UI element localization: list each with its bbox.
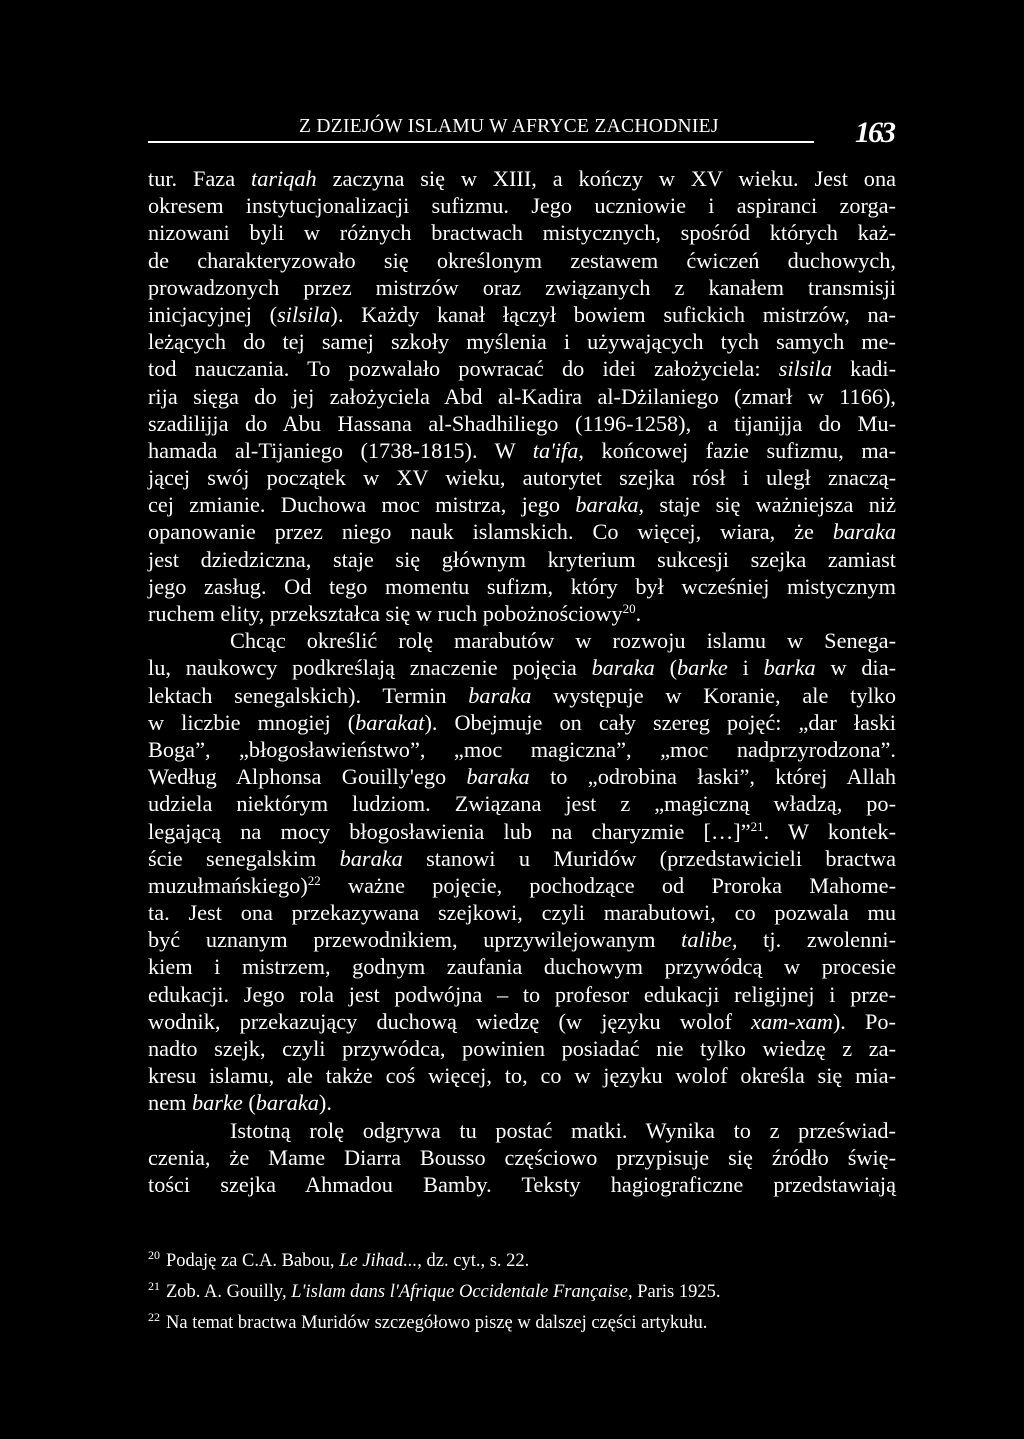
term-silsila: silsila (778, 356, 832, 382)
text-line: opanowanie przez niego nauk islamskich. Co więcej, wiara, że baraka (148, 519, 896, 545)
text-line: nem barke (baraka). (148, 1090, 332, 1116)
paragraph-2 (148, 627, 896, 1116)
footnote-text: , dz. cyt., s. 22. (417, 1251, 530, 1271)
footnote-title: L'islam dans l'Afrique Occidentale Française (291, 1282, 628, 1303)
term-barke: barke (677, 655, 728, 681)
text-line (148, 872, 896, 899)
text-line: leżących do tej samej szkoły myślenia i używających tych samych me- (148, 329, 896, 355)
term-taifa: ta'ifa (532, 437, 579, 463)
footnote-title: Le Jihad... (339, 1251, 418, 1271)
line-text: ruchem elity, przekształca się w ruch pobożnościowy (148, 601, 623, 626)
term-barka: barka (763, 655, 816, 681)
footnote-ref-20: 20 (622, 601, 636, 616)
text-line: jego zasług. Od tego momentu sufizm, który był wcześniej mistycznym (148, 573, 896, 599)
text-line: nadto szejk, czyli przywódca, powinien posiadać nie tylko wiedzę z za- (148, 1036, 896, 1061)
term-silsila: silsila (277, 301, 331, 327)
body-text (148, 165, 896, 1198)
text-line: wodnik, przekazujący duchową wiedzę (w języku wolof xam-xam). Po- (148, 1008, 896, 1034)
text-line: prowadzonych przez mistrzów oraz związanych z kanałem transmisji (148, 274, 896, 300)
footnote (148, 1305, 896, 1336)
text-line: Boga”, „błogosławieństwo”, „moc magiczna”, „moc nadprzyrodzona”. (148, 736, 896, 762)
footnote-text: Podaję za C.A. Babou, (166, 1251, 340, 1271)
text-line: kiem i mistrzem, godnym zaufania duchowym przywódcą w procesie (148, 954, 896, 980)
text-line: nizowani byli w różnych bractwach mistycznych, spośród których każ- (148, 220, 896, 246)
term-baraka: baraka (832, 519, 896, 545)
text-line: w liczbie mnogiej (barakat). Obejmuje on cały szereg pojęć: „dar łaski (148, 709, 896, 735)
text-line: de charakteryzowało się określonym zestawem ćwiczeń duchowych, (148, 247, 896, 273)
text-line: ruchem elity, przekształca się w ruch pobożnościowy$^{20}$. (148, 601, 642, 626)
term-baraka: baraka (468, 682, 532, 708)
term-talibe: talibe, (681, 927, 738, 953)
text-line: jącej swój początek w XV wieku, autorytet szejka rósł i uległ znaczą- (148, 465, 896, 491)
text-line: jest dziedziczna, staje się głównym kryterium sukcesji szejka zamiast (148, 546, 896, 572)
footnote-number: 21 (148, 1279, 160, 1294)
text-line: tod nauczania. To pozwalało powracać do idei założyciela: silsila kadi- (148, 356, 896, 382)
paragraph-1 (148, 165, 896, 627)
line-text: ważne pojęcie, pochodzące od Proroka Mahome- (320, 872, 896, 898)
footnote-number: 20 (148, 1248, 160, 1262)
text-line: kresu islamu, ale także coś więcej, to, co w języku wolof określa się mia- (148, 1063, 896, 1089)
footnote-text: , Paris 1925. (627, 1282, 721, 1303)
term-baraka: baraka (575, 492, 639, 518)
text-line: edukacji. Jego rola jest podwójna – to profesor edukacji religijnej i prze- (148, 981, 896, 1007)
line-text: W kontek- (769, 818, 896, 844)
text-line: lu, naukowcy podkreślają znaczenie pojęcia baraka (barke i barka w dia- (148, 655, 897, 681)
running-title: Z DZIEJÓW ISLAMU W AFRYCE ZACHODNIEJ (299, 116, 719, 137)
term-baraka: baraka (255, 1090, 319, 1116)
text-line: Chcąc określić rolę marabutów w rozwoju islamu w Senega- (230, 628, 896, 654)
line-text: muzułmańskiego) (148, 872, 308, 898)
text-line: ta. Jest ona przekazywana szejkowi, czyli marabutowi, co pozwala mu (148, 900, 896, 926)
footnote-text: Zob. A. Gouilly, (166, 1282, 292, 1303)
term-baraka: baraka (339, 845, 403, 871)
term-barke: barke (191, 1090, 243, 1116)
text-line: Według Alphonsa Gouilly'ego baraka to „odrobina łaski”, której Allah (148, 764, 896, 790)
text-line: być uznanym przewodnikiem, uprzywilejowanym talibe, tj. zwolenni- (148, 927, 896, 953)
text-line: lektach senegalskich). Termin baraka występuje w Koranie, ale tylko (148, 682, 896, 708)
text-line: czenia, że Mame Diarra Bousso częściowo przypisuje się źródło świę- (148, 1144, 896, 1170)
footnote-ref-22: 22 (307, 872, 321, 888)
text-line: szadilijja do Abu Hassana al-Shadhiliego (1196-1258), a tijanijja do Mu- (148, 410, 896, 436)
term-tariqah: tariqah (251, 166, 317, 191)
footnotes (148, 1243, 896, 1337)
line-text: legającą na mocy błogosławienia lub na charyzmie […]” (148, 818, 751, 844)
term-xam-xam: xam-xam (751, 1008, 833, 1034)
footnote (148, 1243, 896, 1274)
text-line: udziela niektórym ludziom. Związana jest z „magiczną władzą, po- (148, 791, 896, 817)
text-line: rija sięga do jej założyciela Abd al-Kadira al-Dżilaniego (zmarł w 1166), (148, 383, 896, 409)
paragraph-3 (148, 1117, 896, 1199)
text-line: tości szejka Ahmadou Bamby. Teksty hagiograficzne przedstawiają (148, 1171, 896, 1197)
text-line: inicjacyjnej (silsila). Każdy kanał łączył bowiem sufickich mistrzów, na- (148, 301, 896, 327)
text-line: okresem instytucjonalizacji sufizmu. Jego uczniowie i aspiranci zorga- (148, 193, 896, 219)
footnote-number: 22 (148, 1310, 160, 1325)
term-baraka: baraka (591, 655, 655, 681)
footnote (148, 1274, 896, 1305)
text-line: hamada al-Tijaniego (1738-1815). W ta'ifa, końcowej fazie sufizmu, ma- (148, 437, 897, 463)
term-baraka: baraka (466, 764, 530, 790)
text-line: cej zmianie. Duchowa moc mistrza, jego baraka, staje się ważniejsza niż (148, 492, 896, 518)
footnote-ref-21: 21 (750, 818, 764, 834)
header-rule (148, 141, 814, 143)
text-line: legającą na mocy błogosławienia lub na charyzmie […]”$^{21}$. W kontek- (148, 818, 896, 844)
text-line: ście senegalskim baraka stanowi u Muridów (przedstawicieli bractwa (148, 845, 896, 871)
page-number: 163 (855, 116, 894, 149)
running-header (148, 114, 896, 154)
term-barakat: barakat (355, 709, 425, 735)
footnote-text: Na temat bractwa Muridów szczegółowo piszę w dalszej części artykułu. (166, 1313, 708, 1334)
text-line: Istotną rolę odgrywa tu postać matki. Wynika to z przeświad- (230, 1117, 896, 1143)
text-line: tur. Faza tariqah zaczyna się w XIII, a kończy w XV wieku. Jest ona (148, 166, 896, 191)
